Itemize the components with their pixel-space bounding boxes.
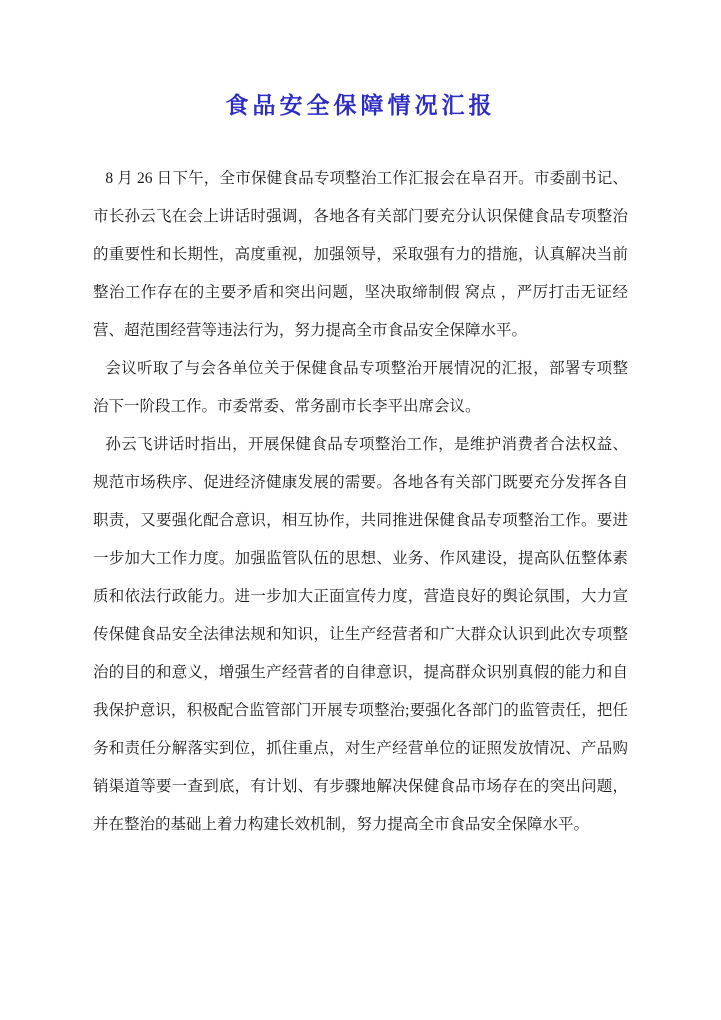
paragraph-1: 8 月 26 日下午，全市保健食品专项整治工作汇报会在阜召开。市委副书记、市长孙云飞在会上讲话时强调，各地各有关部门要充分认识保健食品专项整治的重要性和长期性，高度重视，加强领导，采取强有力的措施，认真解决当前整治工作存在的主要矛盾和突出问题，坚决取缔制假 窝点 ，严厉打击无证经营、超范围经营等违法行为，努力提高全市食品安全保障水平。 <box>93 170 628 339</box>
paragraph-3: 孙云飞讲话时指出，开展保健食品专项整治工作，是维护消费者合法权益、规范市场秩序、促进经济健康发展的需要。各地各有关部门既要充分发挥各自职责，又要强化配合意识，相互协作，共同推进保健食品专项整治工作。要进一步加大工作力度。加强监管队伍的思想、业务、作风建设，提高队伍整体素质和依法行政能力。进一步加大正面宣传力度，营造良好的舆论氛围，大力宣传保健食品安全法律法规和知识，让生产经营者和广大群众认识到此次专项整治的目的和意义，增强生产经营者的自律意识，提高群众识别真假的能力和自我保护意识，积极配合监管部门开展专项整治;要强化各部门的监管责任，把任务和责任分解落实到位，抓住重点，对生产经营单位的证照发放情况、产品购销渠道等要一查到底，有计划、有步骤地解决保健食品市场存在的突出问题，并在整治的基础上着力构建长效机制，努力提高全市食品安全保障水平。 <box>93 436 628 833</box>
paragraph-2: 会议听取了与会各单位关于保健食品专项整治开展情况的汇报，部署专项整治下一阶段工作。市委常委、常务副市长李平出席会议。 <box>93 360 628 415</box>
document-body <box>93 160 628 844</box>
document-title: 食品安全保障情况汇报 <box>225 93 496 118</box>
